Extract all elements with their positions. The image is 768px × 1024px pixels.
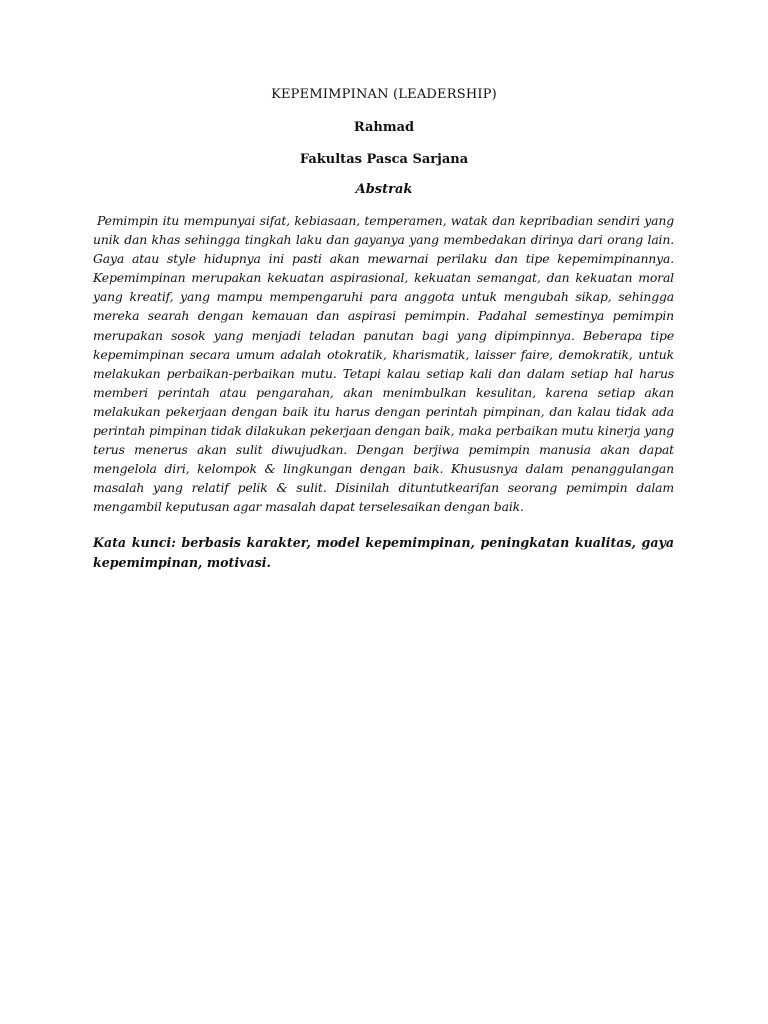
author-affiliation: Fakultas Pasca Sarjana [299, 152, 469, 167]
document-title: KEPEMIMPINAN (LEADERSHIP) [271, 87, 497, 102]
abstract-heading: Abstrak [355, 182, 413, 197]
abstract-body: Pemimpin itu mempunyai sifat, kebiasaan, temperamen, watak dan kepribadian sendiri yang unik dan khas sehingga tingkah laku dan gayanya yang membedakan dirinya dari orang lain. Gaya atau style hidupnya ini pasti akan mewarnai perilaku dan tipe kepemimpinannya. Kepemimpinan merupakan kekuatan aspirasional, kekuatan semangat, dan kekuatan moral yang kreatif, yang mampu mempengaruhi para anggota untuk mengubah sikap, sehingga mereka searah dengan kemauan dan aspirasi pemimpin. Padahal semestinya pemimpin merupakan sosok yang menjadi teladan panutan bagi yang dipimpinnya. Beberapa tipe kepemimpinan secara umum adalah otokratik, kharismatik, laisser faire, demokratik, untuk melakukan perbaikan-perbaikan mutu. Tetapi kalau setiap kali dan dalam setiap hal harus memberi perintah atau pengarahan, akan menimbulkan kesulitan, karena setiap akan melakukan pekerjaan dengan baik itu harus dengan perintah pimpinan, dan kalau tidak ada perintah pimpinan tidak dilakukan pekerjaan dengan baik, maka perbaikan mutu kinerja yang terus menerus akan sulit diwujudkan. Dengan berjiwa pemimpin manusia akan dapat mengelola diri, kelompok & lingkungan dengan baik. Khususnya dalam penanggulangan masalah yang relatif pelik & sulit. Disinilah dituntutkearifan seorang pemimpin dalam mengambil keputusan agar masalah dapat terselesaikan dengan baik. [93, 213, 674, 515]
author-name: Rahmad [353, 120, 415, 135]
keywords: Kata kunci: berbasis karakter, model kepemimpinan, peningkatan kualitas, gaya kepemimpinan, motivasi. [93, 535, 674, 570]
